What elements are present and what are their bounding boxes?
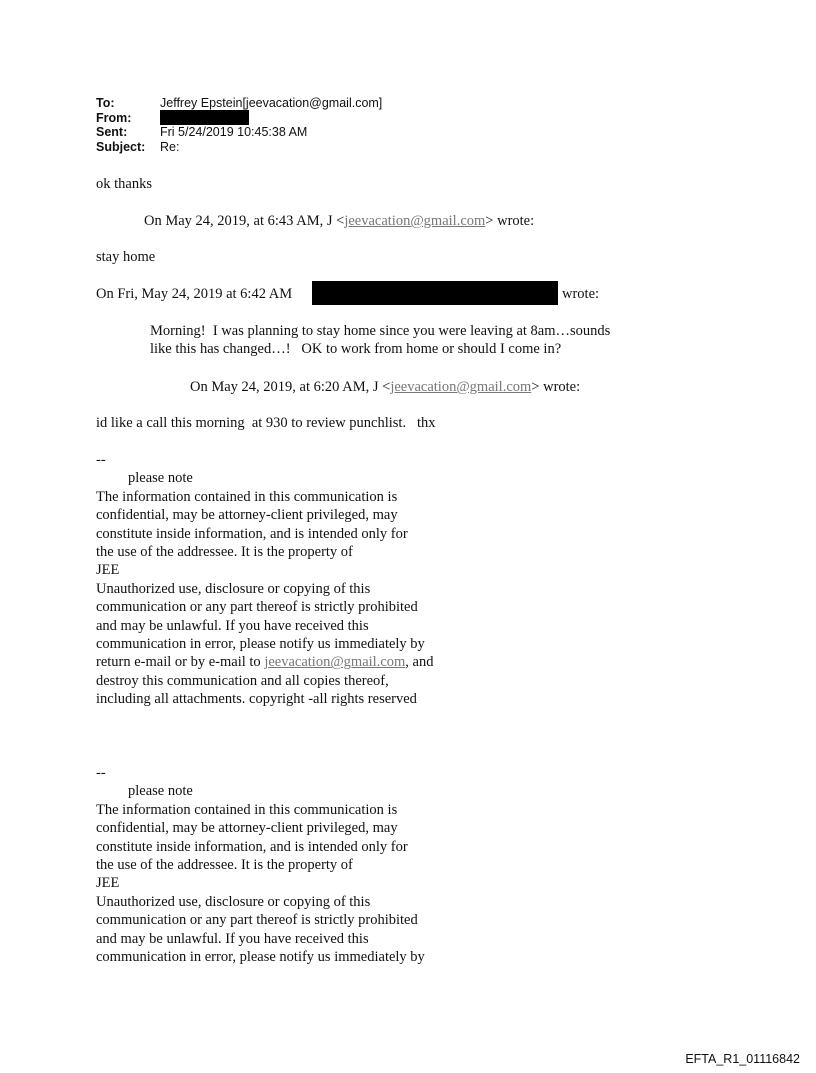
from-redaction: [160, 110, 249, 125]
disclaimer-email-link[interactable]: jeevacation@gmail.com: [264, 654, 406, 671]
disclaimer-line: JEE: [96, 562, 120, 579]
disclaimer-line: communication in error, please notify us immediately by: [96, 636, 425, 653]
document-id: EFTA_R1_01116842: [685, 1052, 800, 1066]
reply-morning-line-1: Morning! I was planning to stay home since you were leaving at 8am…sounds: [150, 323, 611, 339]
disclaimer-line: constitute inside information, and is intended only for: [96, 525, 408, 542]
disclaimer-line: constitute inside information, and is intended only for: [96, 838, 408, 855]
subject-value: Re:: [160, 139, 180, 154]
quote-line-2: [96, 285, 292, 303]
disclaimer-line: communication or any part thereof is strictly prohibited: [96, 912, 418, 929]
to-value: Jeffrey Epstein[jeevacation@gmail.com]: [160, 96, 383, 110]
disclaimer-line: The information contained in this communication is: [96, 488, 398, 505]
disclaimer-line: Unauthorized use, disclosure or copying of this: [96, 580, 371, 597]
disclaimer-line: confidential, may be attorney-client privileged, may: [96, 820, 398, 837]
disclaimer-2: [96, 764, 425, 966]
disclaimer-line: and may be unlawful. If you have received this: [96, 930, 369, 947]
disclaimer-1: [96, 451, 433, 709]
quote3-email-link[interactable]: jeevacation@gmail.com: [390, 379, 532, 395]
subject-row: [96, 140, 382, 155]
disclaimer-line: JEE: [96, 875, 120, 892]
return-suffix: , and: [405, 654, 434, 671]
to-row: [96, 96, 382, 111]
reply-stay-home: stay home: [96, 249, 156, 265]
quote2-prefix: On Fri, May 24, 2019 at 6:42 AM: [96, 286, 293, 302]
quote1-prefix: On May 24, 2019, at 6:43 AM, J <: [144, 213, 345, 229]
email-header: [96, 96, 382, 154]
disclaimer-line: and may be unlawful. If you have received this: [96, 617, 369, 634]
quote1-suffix: > wrote:: [485, 213, 535, 229]
quote-line-3: [190, 378, 580, 396]
disclaimer-line: Unauthorized use, disclosure or copying of this: [96, 893, 371, 910]
disclaimer-return-line: [96, 653, 433, 671]
disclaimer-note: please note: [128, 783, 193, 800]
quote1-email-link[interactable]: jeevacation@gmail.com: [344, 213, 486, 229]
quote3-suffix: > wrote:: [531, 379, 581, 395]
return-prefix: return e-mail or by e-mail to: [96, 654, 265, 671]
disclaimer-note: please note: [128, 470, 193, 487]
reply-morning-line-2: like this has changed…! OK to work from home or should I come in?: [150, 341, 562, 357]
disclaimer-dashes: --: [96, 452, 106, 468]
disclaimer-dashes: --: [96, 765, 106, 781]
disclaimer-line: the use of the addressee. It is the property of: [96, 857, 353, 874]
disclaimer-line: The information contained in this communication is: [96, 801, 398, 818]
sent-label: Sent:: [96, 125, 128, 139]
sender-redaction: [312, 281, 558, 305]
from-row: [96, 111, 382, 126]
quote-line-1: [144, 212, 534, 230]
sent-row: [96, 125, 382, 140]
quote3-prefix: On May 24, 2019, at 6:20 AM, J <: [190, 379, 391, 395]
sent-value: Fri 5/24/2019 10:45:38 AM: [160, 125, 308, 139]
disclaimer-line: destroy this communication and all copies thereof,: [96, 672, 389, 689]
disclaimer-line: communication in error, please notify us immediately by: [96, 949, 425, 966]
disclaimer-line: confidential, may be attorney-client privileged, may: [96, 507, 398, 524]
disclaimer-line: including all attachments. copyright -all rights reserved: [96, 691, 417, 708]
reply-ok-thanks: ok thanks: [96, 176, 152, 192]
disclaimer-line: the use of the addressee. It is the property of: [96, 544, 353, 561]
reply-call-request: id like a call this morning at 930 to review punchlist. thx: [96, 415, 436, 431]
to-label: To:: [96, 96, 115, 110]
disclaimer-line: communication or any part thereof is strictly prohibited: [96, 599, 418, 616]
subject-label: Subject:: [96, 139, 146, 154]
quote2-suffix: wrote:: [562, 286, 600, 302]
from-label: From:: [96, 110, 132, 125]
